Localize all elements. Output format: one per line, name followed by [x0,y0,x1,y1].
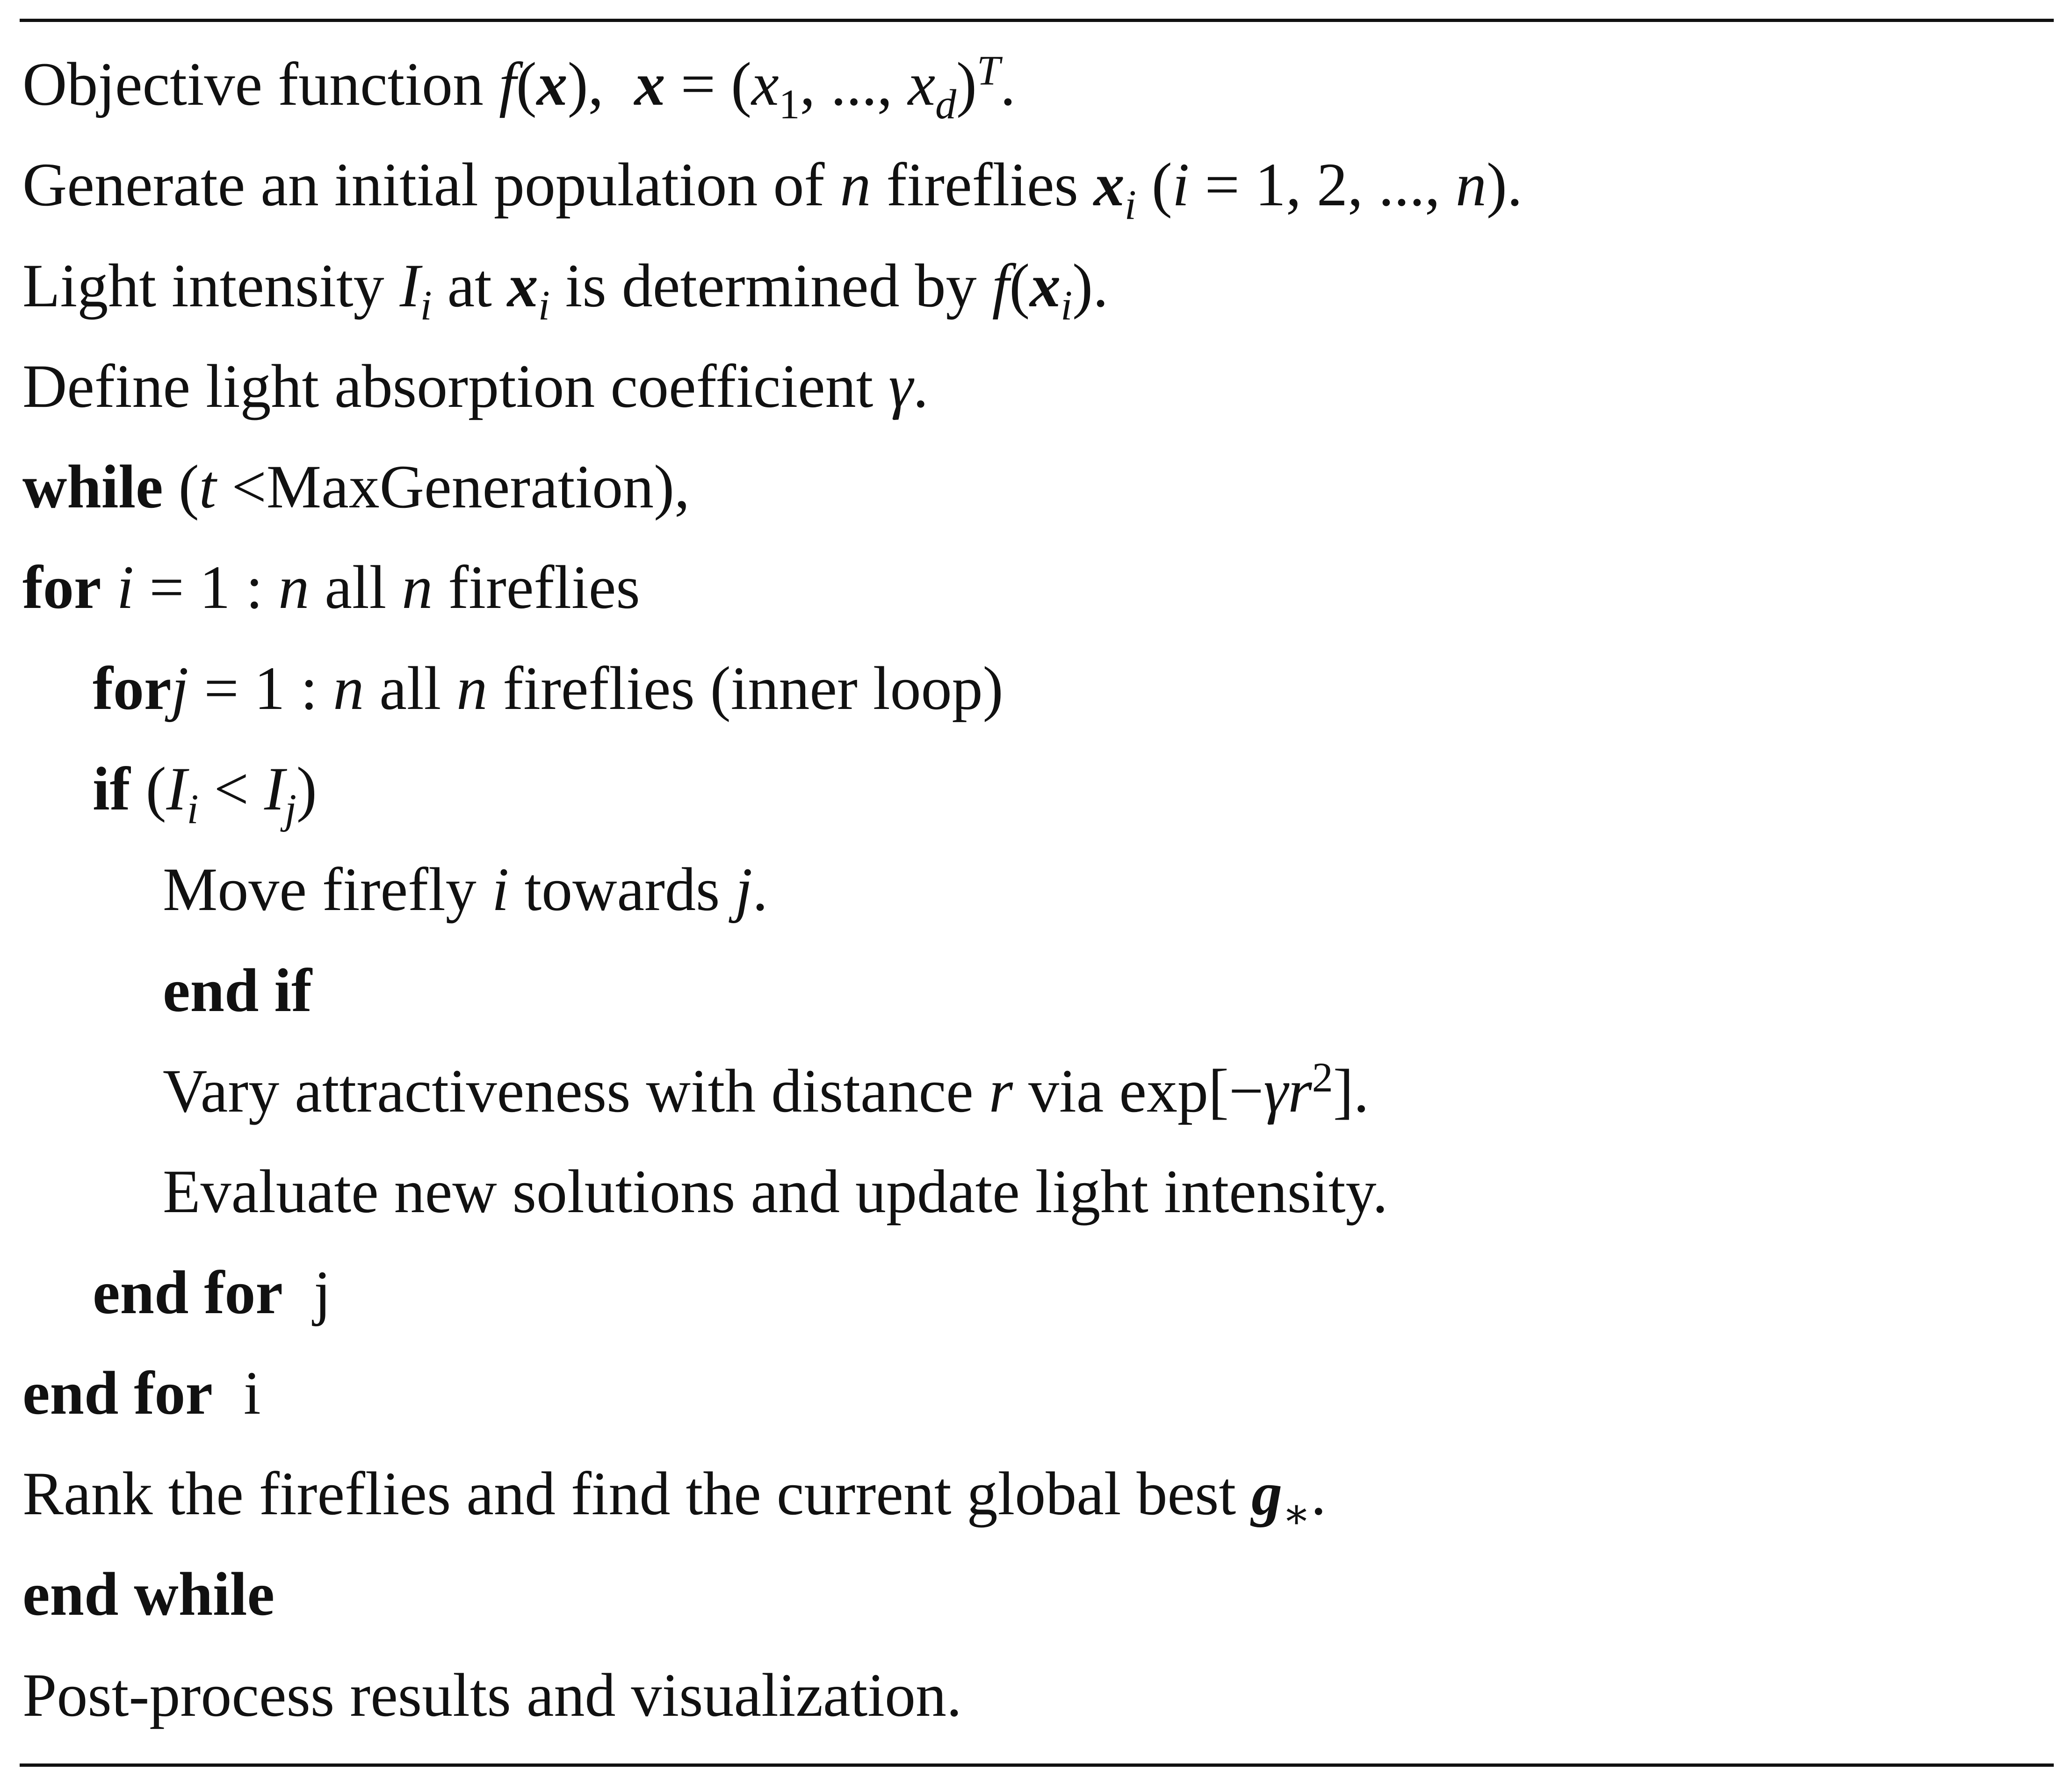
text: fireflies [448,553,640,622]
math-sub: i [1124,182,1136,229]
text: via [1028,1056,1104,1125]
math-x: x [1093,150,1125,219]
math-eq: = 1 : [204,653,318,723]
keyword-for: for [22,553,101,622]
math-n: n [456,653,488,723]
line-light-intensity: Light intensity $I_i$ at $x_i$ is determined by $f(x_i)$. [22,251,1109,329]
math-x: x [908,50,936,118]
math-sub: i [1061,282,1073,329]
text: Define light absorption coefficient [22,351,874,420]
text: all [379,653,441,723]
math-sub: 1 [779,81,800,128]
line-absorption-coefficient: Define light absorption coefficient γ. [22,351,929,420]
math-x: x [751,50,779,118]
math-sup: 2 [1312,1054,1333,1101]
text: i [243,1358,261,1427]
keyword-for: for [93,653,172,723]
math-g: g [1251,1459,1283,1528]
math-n: n [402,553,433,622]
keyword-end-for: end for [22,1358,213,1427]
text: Generate an initial population of [22,150,825,219]
math-j: j [735,855,753,924]
math-i: i [1172,150,1190,219]
math-i: i [491,855,509,924]
math-eq: = [1205,150,1240,219]
math-f: f [992,251,1010,320]
math-I: I [399,251,420,320]
text: Rank the fireflies and find the current global best [22,1459,1236,1528]
math-sub: j [284,786,296,832]
text: j [313,1257,331,1327]
math-f: f [499,50,516,118]
math-gamma: γ [1263,1056,1288,1125]
math-n: n [840,150,871,219]
math-x: x [634,50,665,118]
bottom-rule [20,1763,2054,1767]
text: <MaxGeneration), [231,452,690,521]
math-sub: ∗ [1282,1490,1311,1537]
math-x: x [1030,251,1061,320]
math-r: r [989,1056,1013,1125]
line-for-i [20,537,2054,637]
text: fireflies (inner loop) [503,653,1004,723]
line-end-while [20,1544,2054,1644]
math-sub: d [935,81,956,128]
line-rank: Rank the fireflies and find the current global best $g_∗$. [22,1459,1327,1537]
math-dots: , ..., [800,50,908,118]
line-end-for-i [20,1343,2054,1443]
text: Post-process results and visualization. [22,1660,962,1729]
math-sub: i [538,282,550,329]
text: Objective function [22,50,484,118]
keyword-end-if: end if [163,955,312,1025]
line-evaluate [20,1141,2054,1242]
text: Vary attractiveness with distance [163,1056,974,1125]
line-end-if [20,940,2054,1041]
math-values: 1, 2, ..., [1255,150,1456,219]
keyword-end-while: end while [22,1560,275,1629]
math-r: r [1288,1056,1312,1125]
math-n: n [278,553,310,622]
line-while: while (t <MaxGeneration), [22,452,690,521]
math-exp: exp[− [1119,1056,1264,1125]
math-I: I [264,754,285,824]
math-I: I [166,754,187,824]
math-lt: < [214,754,249,824]
math-t: t [199,452,217,521]
keyword-if: if [93,754,130,824]
text: fireflies [886,150,1078,219]
line-end-for-j [20,1242,2054,1343]
math-n: n [333,653,364,723]
line-for-j [20,638,2054,738]
line-post-process [20,1645,2054,1745]
line-initial-population: Generate an initial population of n fireflies $x_i$ (i = 1, 2, ..., n). [22,150,1523,229]
math-x: x [536,50,568,118]
text: all [325,553,387,622]
text: Move firefly [163,855,476,924]
math-j: j [171,653,189,723]
math-sub: i [187,786,199,832]
line-move-firefly: Move firefly i towards j. [163,855,768,924]
keyword-while: while [22,452,163,521]
math-gamma: γ [888,351,913,420]
text: Light intensity [22,251,384,320]
math-i: i [116,553,134,622]
text: towards [524,855,720,924]
top-rule [20,19,2054,22]
math-sub: i [420,282,432,329]
math-x: x [507,251,538,320]
math-eq: = 1 : [149,553,263,622]
line-objective-function: Objective function f(x), $x = (x_1$, ..., $x_d)^T$. [22,47,1016,128]
math-sup: T [976,47,1000,94]
text: is determined by [565,251,977,320]
firefly-algorithm [20,34,2054,1745]
line-vary-attractiveness [20,1041,2054,1141]
math-eq: = [680,50,716,118]
text: Evaluate new solutions and update light intensity. [163,1157,1388,1226]
text: , [588,50,604,118]
line-if: if $(I_i < I_j)$ [93,754,317,832]
text: at [447,251,492,320]
keyword-end-for: end for [93,1257,283,1327]
math-n: n [1455,150,1487,219]
math-close: ]. [1333,1056,1369,1125]
